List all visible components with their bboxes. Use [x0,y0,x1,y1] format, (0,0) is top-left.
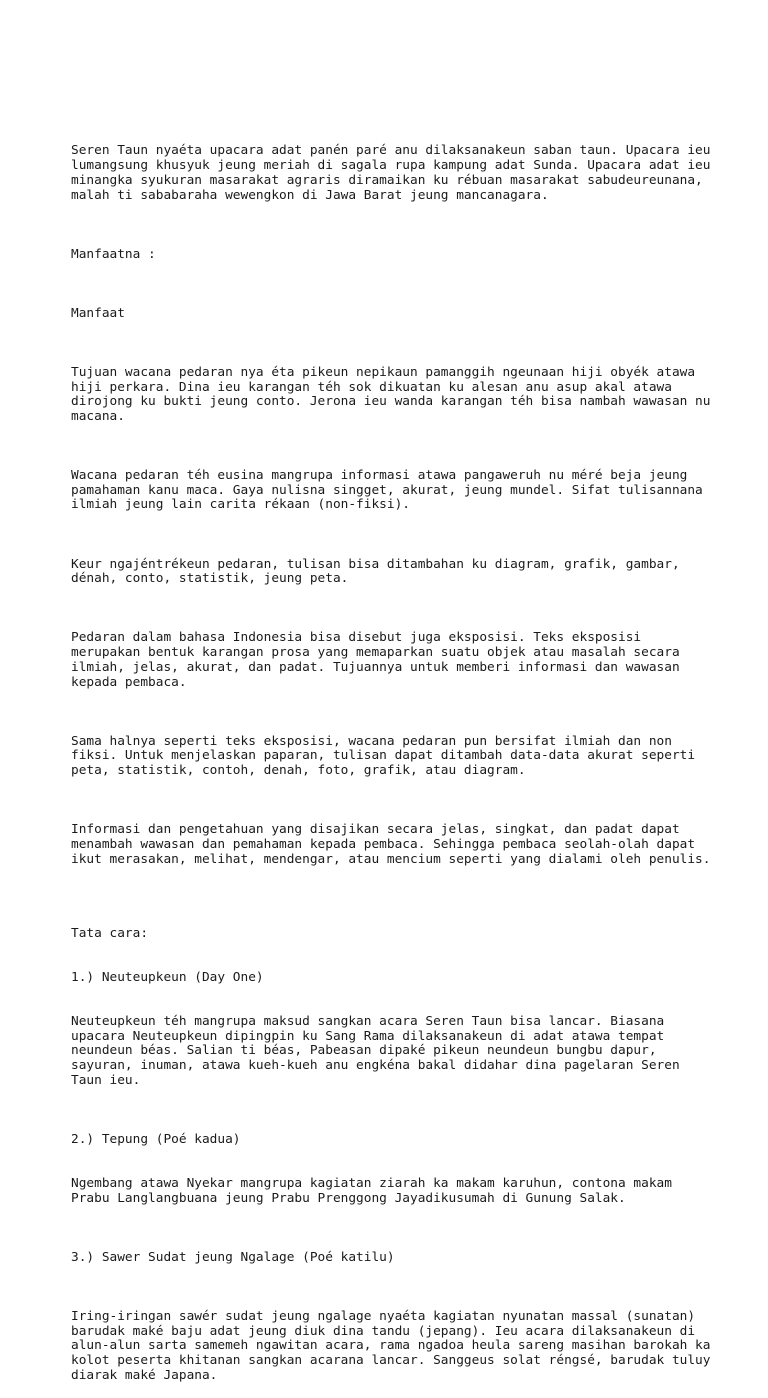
manfaatna-heading: Manfaatna : [71,246,156,262]
paragraph-ilmiah: Sama halnya seperti teks eksposisi, wacana pedaran pun bersifat ilmiah dan non fiksi. Untuk menjelaskan paparan, tulisan dapat ditambah data-data akurat seperti peta, statistik, contoh, denah, foto, grafik, atau diagram. [71,733,696,779]
step-1-title: 1.) Neuteupkeun (Day One) [71,969,264,985]
manfaat-heading: Manfaat [71,305,125,321]
step-3-body: Iring-iringan sawér sudat jeung ngalage nyaéta kagiatan nyunatan massal (sunatan) barudak maké baju adat jeung diuk dina tandu (jepang). Ieu acara dilaksanakeun di alun-alun sarta samemeh ngawitan acara, rama ngadoa heula sareng masihan barokah ka kolot peserta khitanan sangkan acarana lancar. Sanggeus solat réngsé, barudak tuluy diarak maké Japana. [71,1308,711,1383]
step-3-title: 3.) Sawer Sudat jeung Ngalage (Poé katilu) [71,1249,395,1265]
document-page [71,115,761,1398]
step-2-body: Ngembang atawa Nyekar mangrupa kagiatan ziarah ka makam karuhun, contona makam Prabu Langlangbuana jeung Prabu Prenggong Jayadikusumah di Gunung Salak. [71,1175,672,1206]
step-1-body: Neuteupkeun téh mangrupa maksud sangkan acara Seren Taun bisa lancar. Biasana upacara Neuteupkeun dipingpin ku Sang Rama dilaksanakeun di adat atawa tempat neundeun béas. Salian ti béas, Pabeasan dipaké pikeun neundeun bungbu dapur, sayuran, inuman, atawa kueh-kueh anu engkéna bakal didahar dina pagelaran Seren Taun ieu. [71,1013,680,1088]
intro-paragraph: Seren Taun nyaéta upacara adat panén paré anu dilaksanakeun saban taun. Upacara ieu lumangsung khusyuk jeung meriah di sagala rupa kampung adat Sunda. Upacara adat ieu minangka syukuran masarakat agraris diramaikan ku rébuan masarakat sabudeureunana, malah ti sababaraha wewengkon di Jawa Barat jeung mancanagara. [71,143,711,203]
paragraph-eksposisi: Pedaran dalam bahasa Indonesia bisa disebut juga eksposisi. Teks eksposisi merupakan bentuk karangan prosa yang memaparkan suatu objek atau masalah secara ilmiah, jelas, akurat, dan padat. Tujuannya untuk memberi informasi dan wawasan kepada pembaca. [71,630,680,690]
paragraph-informasi: Informasi dan pengetahuan yang disajikan secara jelas, singkat, dan padat dapat menambah wawasan dan pemahaman kepada pembaca. Sehingga pembaca seolah-olah dapat ikut merasakan, melihat, mendengar, atau mencium seperti yang dialami oleh penulis. [71,822,711,867]
paragraph-tujuan: Tujuan wacana pedaran nya éta pikeun nepikaun pamanggih ngeunaan hiji obyék atawa hiji perkara. Dina ieu karangan téh sok dikuatan ku alesan anu asup akal atawa dirojong ku bukti jeung conto. Jerona ieu wanda karangan téh bisa nambah wawasan nu macana. [71,364,711,424]
tata-cara-heading: Tata cara: [71,925,149,941]
paragraph-tambahan: Keur ngajéntrékeun pedaran, tulisan bisa ditambahan ku diagram, grafik, gambar, dénah, conto, statistik, jeung peta. [71,556,680,587]
paragraph-eusi: Wacana pedaran téh eusina mangrupa informasi atawa pangaweruh nu méré beja jeung pamahaman kanu maca. Gaya nulisna singget, akurat, jeung mundel. Sifat tulisannana ilmiah jeung lain carita rékaan (non-fiksi). [71,468,703,513]
step-2-title: 2.) Tepung (Poé kadua) [71,1131,241,1147]
